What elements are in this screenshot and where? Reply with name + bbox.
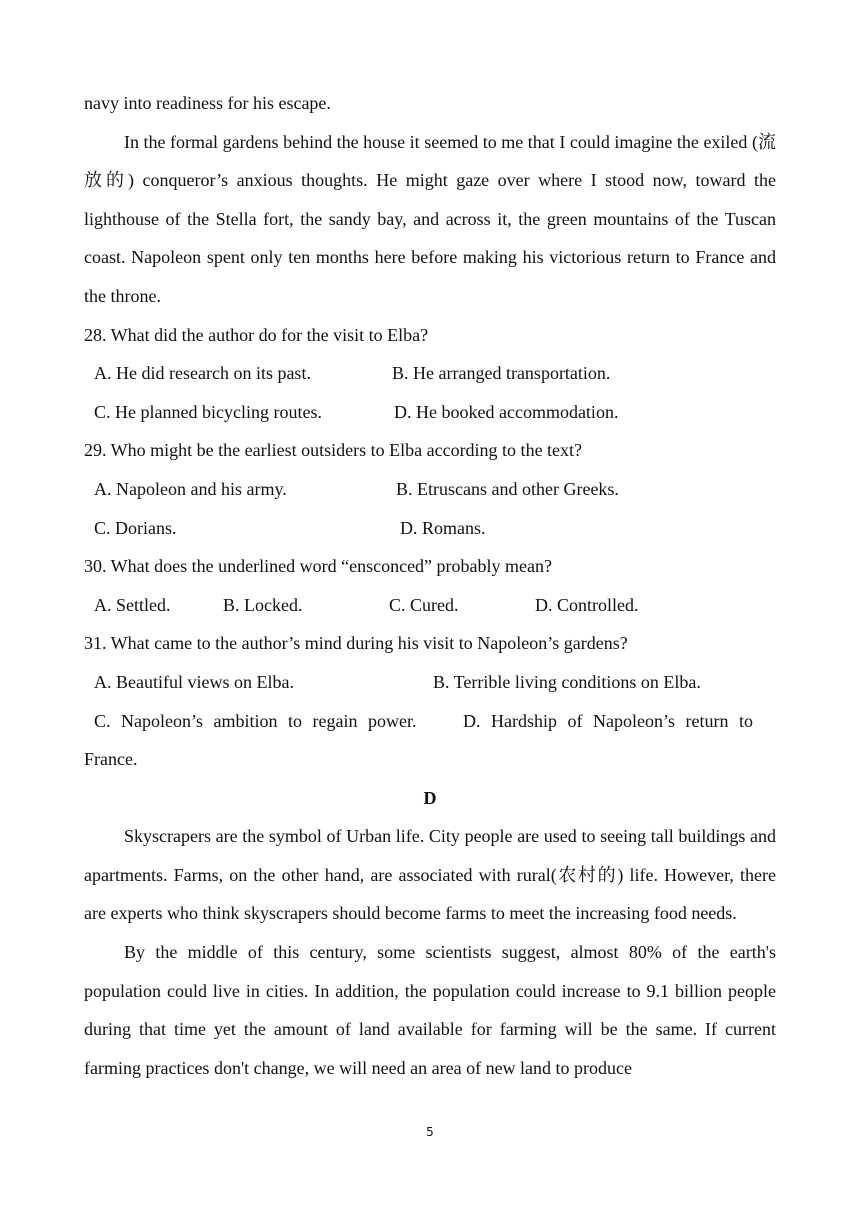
paragraph-population: By the middle of this century, some scientists suggest, almost 80% of the earth's population could live in cities. In addition, the population could increase to 9.1 billion people during that time yet the amount of land available for farming will be the same. If current farming practices don't change, we will need an area of new land to produce — [84, 942, 776, 1078]
question-31-options-row1 — [84, 663, 776, 702]
paragraph-continuation: navy into readiness for his escape. — [84, 93, 331, 113]
option-d: D. Romans. — [400, 517, 486, 538]
option-d-continuation: France. — [84, 749, 138, 770]
question-30-stem: 30. What does the underlined word “ensconced” probably mean? — [84, 556, 552, 577]
option-a: A. Beautiful views on Elba. — [94, 671, 294, 692]
option-b: B. Terrible living conditions on Elba. — [433, 671, 701, 692]
option-d: D. He booked accommodation. — [394, 401, 619, 422]
question-31-stem: 31. What came to the author’s mind during his visit to Napoleon’s gardens? — [84, 633, 628, 654]
option-a: A. Napoleon and his army. — [94, 478, 287, 499]
option-b: B. Locked. — [223, 594, 303, 615]
option-c: C. Dorians. — [94, 517, 177, 538]
option-c: C. Napoleon’s ambition to regain power. — [94, 710, 417, 731]
question-30-options — [84, 586, 776, 625]
question-31-options-row2 — [84, 702, 776, 741]
paragraph-gardens: In the formal gardens behind the house it seemed to me that I could imagine the exiled (流放的) conqueror’s anxious thoughts. He might gaze over where I stood now, toward the lighthouse of the Stella fort, the sandy bay, and across it, the green mountains of the Tuscan coast. Napoleon spent only ten months here before making his victorious return to France and the throne. — [84, 131, 776, 306]
question-28-stem: 28. What did the author do for the visit to Elba? — [84, 324, 429, 345]
option-c: C. He planned bicycling routes. — [94, 401, 322, 422]
question-29-stem: 29. Who might be the earliest outsiders to Elba according to the text? — [84, 440, 583, 461]
option-d: D. Hardship of Napoleon’s return to — [463, 710, 753, 731]
document-page — [84, 84, 776, 1087]
option-b: B. He arranged transportation. — [392, 363, 611, 384]
option-a: A. Settled. — [94, 594, 171, 615]
question-29-options-row1 — [84, 470, 776, 509]
page-number: 5 — [426, 1125, 434, 1139]
question-28-options-row1 — [84, 354, 776, 393]
option-c: C. Cured. — [389, 594, 459, 615]
option-d: D. Controlled. — [535, 594, 639, 615]
section-heading-d: D — [423, 787, 437, 808]
question-28-options-row2 — [84, 393, 776, 432]
paragraph-skyscrapers: Skyscrapers are the symbol of Urban life. City people are used to seeing tall buildings and apartments. Farms, on the other hand, are associated with rural(农村的) life. However, there are experts who think skyscrapers should become farms to meet the increasing food needs. — [84, 826, 776, 924]
question-29-options-row2 — [84, 509, 776, 548]
option-a: A. He did research on its past. — [94, 363, 311, 384]
option-b: B. Etruscans and other Greeks. — [396, 478, 619, 499]
